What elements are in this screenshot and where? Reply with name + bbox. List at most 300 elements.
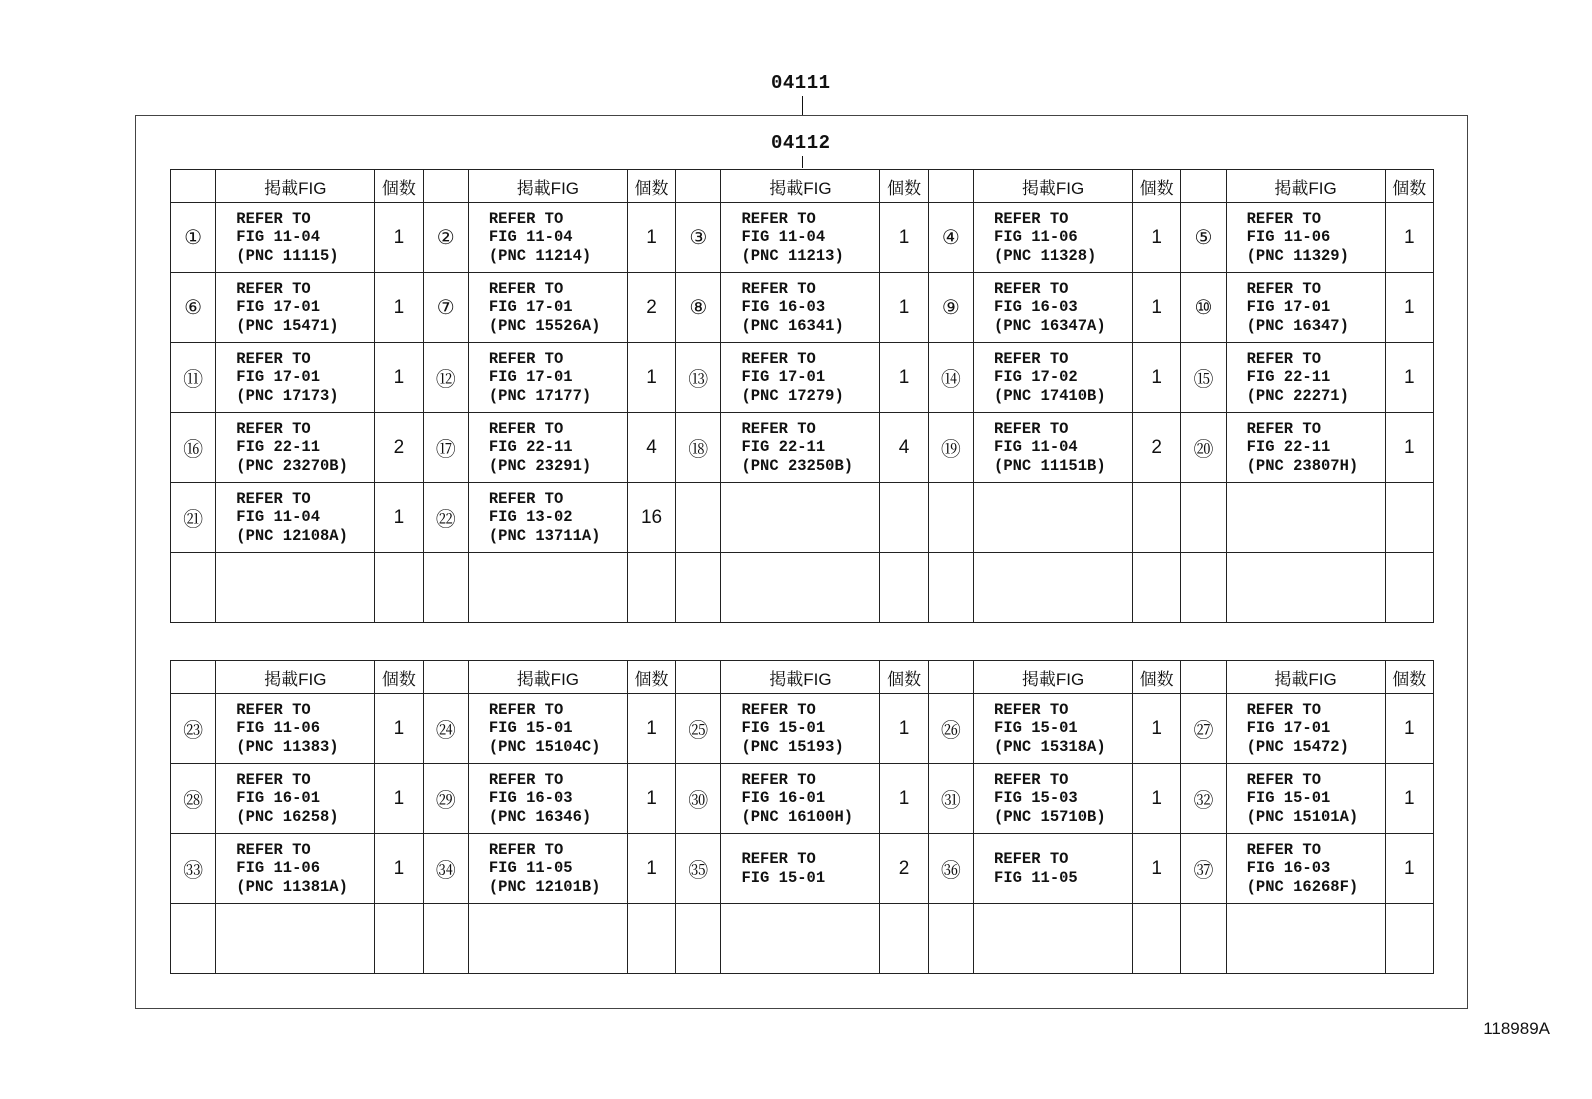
header-number-cell — [928, 170, 973, 203]
fig-reference-line: (PNC 23250B) — [741, 456, 854, 475]
header-qty-label: 個数 — [627, 661, 675, 694]
fig-reference-line: FIG 11-04 — [994, 438, 1078, 457]
header-fig-label: 掲載FIG — [468, 170, 627, 203]
header-number-cell — [1181, 661, 1226, 694]
fig-reference-line: FIG 11-04 — [488, 228, 573, 247]
header-number-cell — [423, 661, 468, 694]
fig-reference-cell — [1226, 694, 1385, 764]
fig-reference-line: (PNC 23807H) — [1246, 456, 1359, 475]
part-number-badge — [1181, 904, 1226, 974]
quantity-cell: 1 — [375, 834, 423, 904]
fig-reference-line: REFER TO — [994, 850, 1069, 868]
header-qty-label: 個数 — [880, 661, 928, 694]
fig-reference-line: FIG 11-04 — [236, 508, 320, 527]
part-number-badge — [928, 483, 973, 553]
fig-reference-line: (PNC 15472) — [1246, 737, 1349, 756]
fig-reference-line: REFER TO — [741, 700, 816, 719]
fig-reference-cell — [974, 904, 1133, 974]
fig-reference-line: FIG 11-05 — [488, 859, 573, 878]
fig-reference-line: FIG 11-06 — [236, 719, 320, 738]
fig-reference-line: (PNC 16347) — [1246, 316, 1349, 335]
quantity-cell — [375, 553, 423, 623]
fig-reference-line: REFER TO — [741, 770, 816, 789]
part-number-badge: ㊱ — [928, 834, 973, 904]
quantity-cell: 1 — [880, 203, 928, 273]
part-number-badge: ⑥ — [171, 273, 216, 343]
fig-reference-cell — [216, 764, 375, 834]
part-number-badge: ㉟ — [676, 834, 721, 904]
fig-reference-line: (PNC 15471) — [236, 316, 339, 335]
leader-line-inner — [802, 156, 803, 168]
quantity-cell: 2 — [880, 834, 928, 904]
part-number-badge — [676, 904, 721, 974]
fig-reference-line: (PNC 17279) — [741, 386, 844, 405]
header-number-cell — [928, 661, 973, 694]
quantity-cell: 1 — [1133, 343, 1181, 413]
fig-reference-line: REFER TO — [488, 209, 564, 228]
fig-reference-line: FIG 15-01 — [741, 868, 826, 887]
header-qty-label: 個数 — [880, 170, 928, 203]
fig-reference-line: FIG 17-01 — [236, 298, 320, 317]
fig-reference-cell — [721, 834, 880, 904]
table-row — [171, 483, 1434, 553]
part-number-badge: ㉗ — [1181, 694, 1226, 764]
fig-reference-line: REFER TO — [236, 840, 311, 859]
quantity-cell: 1 — [1385, 694, 1433, 764]
quantity-cell: 1 — [1385, 203, 1433, 273]
fig-reference-cell — [468, 553, 627, 623]
quantity-cell — [1133, 904, 1181, 974]
fig-reference-line: REFER TO — [741, 279, 816, 298]
fig-reference-line: FIG 11-05 — [994, 868, 1078, 887]
quantity-cell — [1385, 483, 1433, 553]
part-number-badge: ㉒ — [423, 483, 468, 553]
fig-reference-cell — [974, 834, 1133, 904]
fig-reference-line: REFER TO — [236, 209, 311, 228]
fig-reference-line: (PNC 23291) — [488, 456, 592, 475]
part-number-badge — [928, 904, 973, 974]
part-number-badge: ⑰ — [423, 413, 468, 483]
fig-reference-cell — [468, 904, 627, 974]
part-number-badge: ㉘ — [171, 764, 216, 834]
part-number-badge — [171, 553, 216, 623]
fig-reference-cell — [1226, 413, 1385, 483]
fig-reference-line: FIG 15-01 — [741, 719, 826, 738]
fig-reference-line: REFER TO — [1246, 279, 1322, 298]
fig-reference-line: (PNC 11328) — [994, 246, 1097, 265]
part-number-badge — [423, 904, 468, 974]
fig-reference-cell — [721, 553, 880, 623]
fig-reference-cell — [974, 553, 1133, 623]
fig-reference-line: REFER TO — [994, 209, 1069, 228]
quantity-cell: 1 — [1385, 273, 1433, 343]
part-number-badge: ⑧ — [676, 273, 721, 343]
fig-reference-line: (PNC 16346) — [488, 807, 592, 826]
fig-reference-cell — [721, 764, 880, 834]
quantity-cell: 1 — [1385, 764, 1433, 834]
part-number-badge: ㉙ — [423, 764, 468, 834]
fig-reference-line: REFER TO — [741, 850, 816, 868]
quantity-cell: 1 — [880, 273, 928, 343]
quantity-cell: 1 — [880, 343, 928, 413]
fig-reference-line: FIG 15-01 — [488, 719, 573, 738]
fig-reference-line: FIG 17-01 — [488, 368, 573, 387]
fig-reference-line: (PNC 11213) — [741, 246, 844, 265]
assembly-code-inner: 04112 — [771, 132, 831, 154]
fig-reference-line: (PNC 22271) — [1246, 386, 1349, 405]
table-row — [171, 553, 1434, 623]
fig-reference-line: (PNC 15193) — [741, 737, 844, 756]
fig-reference-line: (PNC 15318A) — [994, 737, 1106, 756]
quantity-cell: 1 — [375, 764, 423, 834]
fig-reference-line: FIG 16-03 — [741, 298, 826, 317]
fig-reference-cell — [974, 764, 1133, 834]
header-number-cell — [676, 661, 721, 694]
quantity-cell — [880, 483, 928, 553]
fig-reference-line: REFER TO — [994, 419, 1069, 438]
part-number-badge: ⑦ — [423, 273, 468, 343]
leader-line-outer — [802, 96, 803, 115]
quantity-cell — [627, 553, 675, 623]
fig-reference-line: FIG 16-03 — [488, 789, 573, 808]
quantity-cell — [1385, 553, 1433, 623]
part-number-badge: ㉓ — [171, 694, 216, 764]
quantity-cell — [880, 904, 928, 974]
fig-reference-cell — [468, 483, 627, 553]
fig-reference-line: (PNC 17410B) — [994, 386, 1106, 405]
fig-reference-line: FIG 11-04 — [741, 228, 826, 247]
quantity-cell: 1 — [880, 694, 928, 764]
header-fig-label: 掲載FIG — [1226, 170, 1385, 203]
fig-reference-line: REFER TO — [1246, 349, 1322, 368]
fig-reference-line: REFER TO — [488, 700, 564, 719]
fig-reference-line: FIG 22-11 — [1246, 438, 1331, 457]
fig-reference-cell — [721, 483, 880, 553]
quantity-cell: 1 — [375, 203, 423, 273]
fig-reference-line: (PNC 16341) — [741, 316, 844, 335]
quantity-cell: 1 — [1385, 413, 1433, 483]
quantity-cell — [880, 553, 928, 623]
fig-reference-line: REFER TO — [236, 279, 311, 298]
fig-reference-cell — [1226, 834, 1385, 904]
part-number-badge: ⑯ — [171, 413, 216, 483]
fig-reference-line: (PNC 17177) — [488, 386, 592, 405]
header-number-cell — [676, 170, 721, 203]
header-qty-label: 個数 — [1385, 661, 1433, 694]
part-number-badge — [171, 904, 216, 974]
part-number-badge: ㉔ — [423, 694, 468, 764]
fig-reference-line: (PNC 11115) — [236, 246, 339, 265]
quantity-cell: 2 — [1133, 413, 1181, 483]
fig-reference-line: FIG 11-06 — [236, 859, 320, 878]
fig-reference-line: (PNC 15526A) — [488, 316, 601, 335]
fig-reference-cell — [721, 413, 880, 483]
part-number-badge: ⑫ — [423, 343, 468, 413]
fig-reference-line: FIG 15-01 — [1246, 789, 1331, 808]
quantity-cell: 1 — [1133, 764, 1181, 834]
part-number-badge — [1181, 553, 1226, 623]
fig-reference-cell — [974, 343, 1133, 413]
fig-reference-line: REFER TO — [1246, 209, 1322, 228]
fig-reference-cell — [216, 553, 375, 623]
table-row — [171, 694, 1434, 764]
fig-reference-cell — [468, 694, 627, 764]
fig-reference-line: FIG 16-03 — [994, 298, 1078, 317]
table-row — [171, 904, 1434, 974]
parts-table-1 — [170, 169, 1434, 623]
table-row — [171, 203, 1434, 273]
fig-reference-line: REFER TO — [488, 419, 564, 438]
part-number-badge: ㉑ — [171, 483, 216, 553]
fig-reference-line: FIG 17-01 — [488, 298, 573, 317]
fig-reference-line: FIG 17-01 — [1246, 298, 1331, 317]
header-fig-label: 掲載FIG — [1226, 661, 1385, 694]
fig-reference-cell — [1226, 553, 1385, 623]
fig-reference-line: (PNC 15104C) — [488, 737, 601, 756]
fig-reference-line: REFER TO — [1246, 700, 1322, 719]
fig-reference-cell — [216, 273, 375, 343]
quantity-cell: 1 — [1385, 343, 1433, 413]
part-number-badge: ㉛ — [928, 764, 973, 834]
part-number-badge: ㉞ — [423, 834, 468, 904]
table-row — [171, 273, 1434, 343]
quantity-cell: 4 — [627, 413, 675, 483]
fig-reference-cell — [1226, 273, 1385, 343]
fig-reference-cell — [216, 413, 375, 483]
part-number-badge: ⑬ — [676, 343, 721, 413]
fig-reference-line: (PNC 12108A) — [236, 526, 348, 545]
fig-reference-line: (PNC 15710B) — [994, 807, 1106, 826]
fig-reference-line: (PNC 13711A) — [488, 526, 601, 545]
part-number-badge: ⑨ — [928, 273, 973, 343]
fig-reference-line: FIG 22-11 — [488, 438, 573, 457]
header-qty-label: 個数 — [1133, 661, 1181, 694]
fig-reference-cell — [721, 904, 880, 974]
header-fig-label: 掲載FIG — [468, 661, 627, 694]
part-number-badge: ㊲ — [1181, 834, 1226, 904]
part-number-badge: ① — [171, 203, 216, 273]
fig-reference-line: (PNC 11383) — [236, 737, 339, 756]
fig-reference-line: REFER TO — [236, 419, 311, 438]
fig-reference-line: FIG 17-02 — [994, 368, 1078, 387]
fig-reference-line: FIG 16-03 — [1246, 859, 1331, 878]
quantity-cell: 1 — [880, 764, 928, 834]
fig-reference-line: FIG 17-01 — [1246, 719, 1331, 738]
fig-reference-line: FIG 11-04 — [236, 228, 320, 247]
fig-reference-line: REFER TO — [1246, 840, 1322, 859]
fig-reference-line: FIG 16-01 — [236, 789, 320, 808]
fig-reference-line: REFER TO — [488, 840, 564, 859]
fig-reference-cell — [468, 203, 627, 273]
assembly-code-outer: 04111 — [771, 72, 831, 94]
fig-reference-line: REFER TO — [236, 700, 311, 719]
part-number-badge: ㉜ — [1181, 764, 1226, 834]
quantity-cell: 1 — [375, 273, 423, 343]
quantity-cell: 1 — [1133, 203, 1181, 273]
fig-reference-cell — [1226, 343, 1385, 413]
part-number-badge: ⑮ — [1181, 343, 1226, 413]
fig-reference-line: REFER TO — [741, 209, 816, 228]
fig-reference-line: FIG 17-01 — [236, 368, 320, 387]
part-number-badge: ⑱ — [676, 413, 721, 483]
quantity-cell — [1385, 904, 1433, 974]
header-fig-label: 掲載FIG — [216, 170, 375, 203]
fig-reference-line: REFER TO — [994, 700, 1069, 719]
fig-reference-line: REFER TO — [1246, 770, 1322, 789]
fig-reference-line: (PNC 23270B) — [236, 456, 348, 475]
table-row — [171, 343, 1434, 413]
quantity-cell: 1 — [627, 834, 675, 904]
fig-reference-line: REFER TO — [741, 419, 816, 438]
fig-reference-line: REFER TO — [488, 349, 564, 368]
parts-table-2 — [170, 660, 1434, 974]
fig-reference-line: REFER TO — [488, 770, 564, 789]
part-number-badge: ㉚ — [676, 764, 721, 834]
header-number-cell — [171, 661, 216, 694]
quantity-cell — [1133, 483, 1181, 553]
quantity-cell: 1 — [1385, 834, 1433, 904]
quantity-cell: 1 — [627, 764, 675, 834]
quantity-cell: 4 — [880, 413, 928, 483]
part-number-badge: ⑪ — [171, 343, 216, 413]
fig-reference-cell — [974, 203, 1133, 273]
fig-reference-line: REFER TO — [994, 770, 1069, 789]
fig-reference-cell — [1226, 483, 1385, 553]
fig-reference-cell — [1226, 203, 1385, 273]
part-number-badge: ⑭ — [928, 343, 973, 413]
part-number-badge: ⑳ — [1181, 413, 1226, 483]
fig-reference-cell — [974, 694, 1133, 764]
fig-reference-cell — [468, 413, 627, 483]
part-number-badge: ㉝ — [171, 834, 216, 904]
fig-reference-line: FIG 22-11 — [1246, 368, 1331, 387]
fig-reference-line: (PNC 16258) — [236, 807, 339, 826]
quantity-cell: 16 — [627, 483, 675, 553]
part-number-badge: ㉕ — [676, 694, 721, 764]
fig-reference-line: (PNC 16347A) — [994, 316, 1106, 335]
fig-reference-cell — [468, 343, 627, 413]
fig-reference-cell — [721, 273, 880, 343]
fig-reference-line: FIG 11-06 — [994, 228, 1078, 247]
fig-reference-line: (PNC 12101B) — [488, 877, 601, 896]
fig-reference-line: (PNC 11214) — [488, 246, 592, 265]
part-number-badge: ③ — [676, 203, 721, 273]
fig-reference-line: FIG 15-01 — [994, 719, 1078, 738]
fig-reference-line: (PNC 11151B) — [994, 456, 1106, 475]
part-number-badge — [676, 553, 721, 623]
quantity-cell — [375, 904, 423, 974]
fig-reference-line: REFER TO — [236, 770, 311, 789]
part-number-badge: ㉖ — [928, 694, 973, 764]
table-row — [171, 764, 1434, 834]
fig-reference-cell — [468, 764, 627, 834]
part-number-badge: ④ — [928, 203, 973, 273]
fig-reference-line: REFER TO — [236, 349, 311, 368]
fig-reference-line: FIG 11-06 — [1246, 228, 1331, 247]
fig-reference-cell — [721, 343, 880, 413]
part-number-badge — [1181, 483, 1226, 553]
header-fig-label: 掲載FIG — [974, 170, 1133, 203]
fig-reference-line: REFER TO — [994, 279, 1069, 298]
header-number-cell — [171, 170, 216, 203]
fig-reference-cell — [216, 834, 375, 904]
fig-reference-line: REFER TO — [488, 489, 564, 508]
fig-reference-cell — [721, 694, 880, 764]
header-qty-label: 個数 — [1133, 170, 1181, 203]
fig-reference-line: REFER TO — [1246, 419, 1322, 438]
fig-reference-cell — [974, 273, 1133, 343]
header-qty-label: 個数 — [627, 170, 675, 203]
fig-reference-cell — [974, 413, 1133, 483]
header-fig-label: 掲載FIG — [721, 661, 880, 694]
fig-reference-line: REFER TO — [236, 489, 311, 508]
fig-reference-cell — [1226, 764, 1385, 834]
fig-reference-line: FIG 15-03 — [994, 789, 1078, 808]
fig-reference-cell — [216, 203, 375, 273]
part-number-badge — [676, 483, 721, 553]
table-row — [171, 834, 1434, 904]
part-number-badge — [928, 553, 973, 623]
quantity-cell: 1 — [627, 343, 675, 413]
fig-reference-cell — [468, 834, 627, 904]
fig-reference-cell — [216, 694, 375, 764]
header-qty-label: 個数 — [375, 170, 423, 203]
quantity-cell: 1 — [375, 483, 423, 553]
part-number-badge — [423, 553, 468, 623]
fig-reference-cell — [1226, 904, 1385, 974]
fig-reference-line: (PNC 17173) — [236, 386, 339, 405]
quantity-cell: 2 — [627, 273, 675, 343]
fig-reference-line: REFER TO — [994, 349, 1069, 368]
quantity-cell: 1 — [375, 694, 423, 764]
fig-reference-line: FIG 16-01 — [741, 789, 826, 808]
header-qty-label: 個数 — [375, 661, 423, 694]
fig-reference-line: REFER TO — [488, 279, 564, 298]
quantity-cell: 1 — [627, 694, 675, 764]
quantity-cell: 1 — [375, 343, 423, 413]
fig-reference-cell — [216, 904, 375, 974]
table-row — [171, 413, 1434, 483]
header-number-cell — [423, 170, 468, 203]
header-row — [171, 170, 1434, 203]
quantity-cell: 1 — [1133, 834, 1181, 904]
fig-reference-cell — [721, 203, 880, 273]
fig-reference-line: (PNC 11329) — [1246, 246, 1349, 265]
fig-reference-line: FIG 17-01 — [741, 368, 826, 387]
header-fig-label: 掲載FIG — [216, 661, 375, 694]
fig-reference-cell — [468, 273, 627, 343]
fig-reference-cell — [974, 483, 1133, 553]
quantity-cell: 1 — [1133, 273, 1181, 343]
header-fig-label: 掲載FIG — [974, 661, 1133, 694]
fig-reference-line: (PNC 11381A) — [236, 877, 348, 896]
fig-reference-cell — [216, 343, 375, 413]
header-number-cell — [1181, 170, 1226, 203]
fig-reference-line: (PNC 16100H) — [741, 807, 854, 826]
part-number-badge: ⑤ — [1181, 203, 1226, 273]
header-row — [171, 661, 1434, 694]
fig-reference-line: FIG 13-02 — [488, 508, 573, 527]
quantity-cell — [1133, 553, 1181, 623]
part-number-badge: ⑲ — [928, 413, 973, 483]
part-number-badge: ② — [423, 203, 468, 273]
fig-reference-line: FIG 22-11 — [741, 438, 826, 457]
quantity-cell: 2 — [375, 413, 423, 483]
part-number-badge: ⑩ — [1181, 273, 1226, 343]
header-qty-label: 個数 — [1385, 170, 1433, 203]
quantity-cell: 1 — [627, 203, 675, 273]
image-reference-id: 118989A — [1483, 1019, 1550, 1038]
